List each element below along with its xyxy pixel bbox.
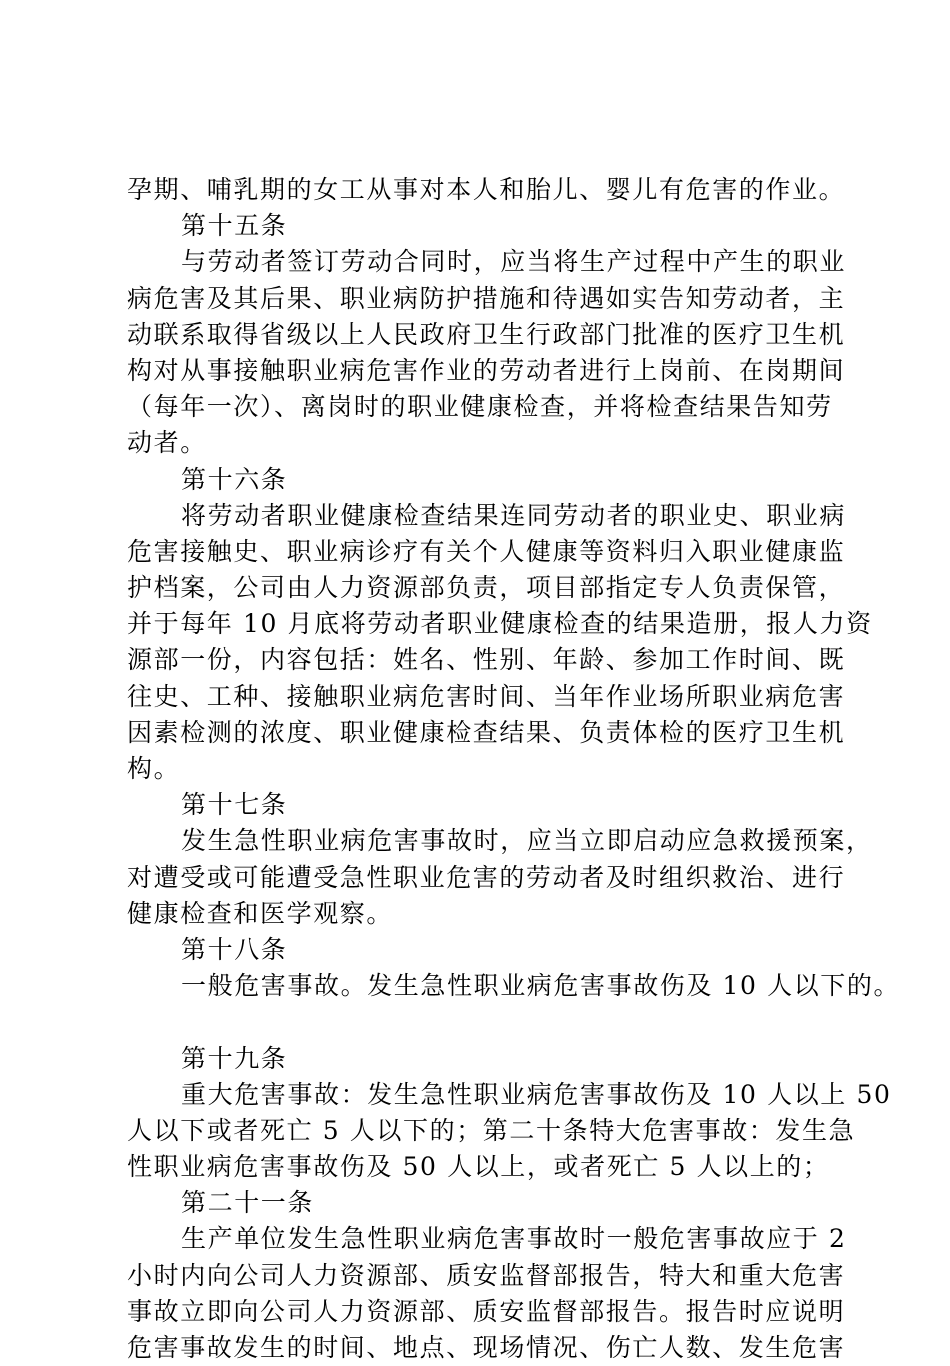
text-line: 因素检测的浓度、职业健康检查结果、负责体检的医疗卫生机	[127, 717, 846, 747]
text-line: 发生急性职业病危害事故时，应当立即启动应急救援预案，	[181, 826, 873, 856]
text-line: 将劳动者职业健康检查结果连同劳动者的职业史、职业病	[181, 500, 847, 530]
article-heading: 第十六条	[181, 464, 288, 494]
text-line: 性职业病危害事故伤及 50 人以上，或者死亡 5 人以上的；	[127, 1152, 830, 1182]
text-line: 构对从事接触职业病危害作业的劳动者进行上岗前、在岗期间	[127, 355, 846, 385]
text-line: 危害接触史、职业病诊疗有关个人健康等资料归入职业健康监	[127, 536, 846, 566]
text-line: 往史、工种、接触职业病危害时间、当年作业场所职业病危害	[127, 681, 846, 711]
text-line: 生产单位发生急性职业病危害事故时一般危害事故应于 2	[181, 1224, 847, 1254]
text-line: 孕期、哺乳期的女工从事对本人和胎儿、婴儿有危害的作业。	[127, 175, 846, 204]
text-line: 源部一份，内容包括：姓名、性别、年龄、参加工作时间、既	[127, 645, 846, 675]
article-heading: 第十七条	[181, 790, 288, 820]
text-line: 事故立即向公司人力资源部、质安监督部报告。报告时应说明	[127, 1296, 846, 1326]
text-line: 危害事故发生的时间、地点、现场情况、伤亡人数、发生危害	[127, 1333, 846, 1362]
document-body	[127, 172, 901, 1366]
article-heading: 第十五条	[181, 211, 288, 241]
text-line: 一般危害事故。发生急性职业病危害事故伤及 10 人以下的。	[181, 971, 901, 1001]
text-line: 构。	[127, 754, 181, 783]
article-heading: 第二十一条	[181, 1188, 315, 1218]
text-line: 健康检查和医学观察。	[127, 898, 394, 928]
text-line: 对遭受或可能遭受急性职业危害的劳动者及时组织救治、进行	[127, 862, 846, 892]
text-line: 动者。	[127, 428, 207, 458]
article-heading: 第十九条	[181, 1043, 288, 1073]
text-line: 并于每年 10 月底将劳动者职业健康检查的结果造册，报人力资	[127, 609, 873, 639]
text-line: 病危害及其后果、职业病防护措施和待遇如实告知劳动者，主	[127, 283, 846, 313]
article-heading: 第十八条	[181, 934, 288, 964]
text-line: 动联系取得省级以上人民政府卫生行政部门批准的医疗卫生机	[127, 319, 846, 349]
text-line: 人以下或者死亡 5 人以下的；第二十条特大危害事故：发生急	[127, 1115, 856, 1145]
text-line: 护档案，公司由人力资源部负责，项目部指定专人负责保管，	[127, 573, 846, 603]
text-line: （每年一次）、离岗时的职业健康检查，并将检查结果告知劳	[127, 392, 833, 422]
text-line: 小时内向公司人力资源部、质安监督部报告，特大和重大危害	[127, 1260, 846, 1290]
blank-line	[127, 1004, 847, 1040]
text-line: 重大危害事故：发生急性职业病危害事故伤及 10 人以上 50	[181, 1079, 892, 1109]
text-line: 与劳动者签订劳动合同时，应当将生产过程中产生的职业	[181, 247, 847, 277]
